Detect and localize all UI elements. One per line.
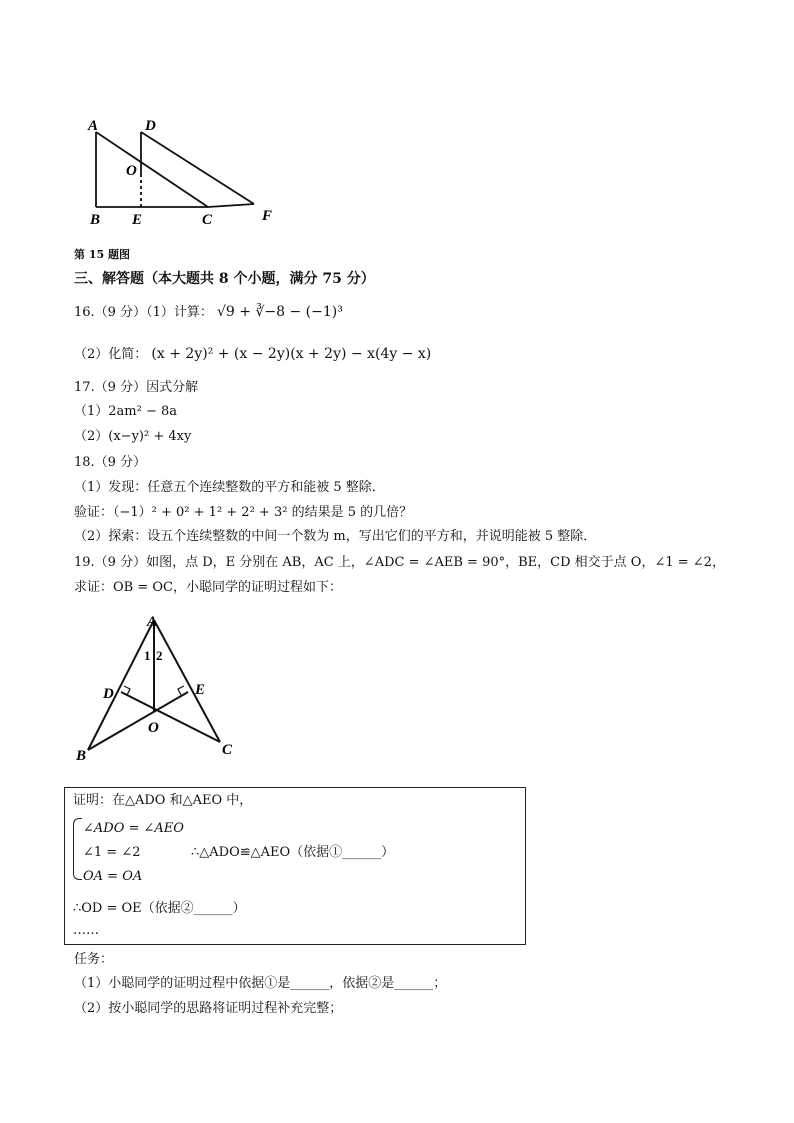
label-B: B [76,748,87,764]
q16-line2-expr: (x + 2y)² + (x − 2y)(x + 2y) − x(4y − x) [151,346,432,362]
label-E: E [132,212,143,228]
figure-19 [70,612,250,764]
proof-cond2: ∠1 = ∠2 [83,845,141,860]
label-A: A [147,614,158,630]
proof-dots: …… [73,923,99,938]
q16-line2 [74,345,431,364]
figure-15 [82,112,282,232]
q18-line1: （1）发现：任意五个连续整数的平方和能被 5 整除． [74,480,385,495]
proof-head: 证明：在△ADO 和△AEO 中， [73,793,253,808]
label-F: F [262,208,273,224]
label-O: O [148,720,159,736]
label-D: D [103,686,114,702]
proof-conclusion1: ∴△ADO≌△AEO（依据①______） [191,845,395,860]
brace [73,818,82,880]
label-D: D [145,118,156,134]
proof-cond3: OA = OA [83,869,143,884]
task-title: 任务： [74,952,114,967]
label-1: 1 [144,648,151,663]
proof-conclusion2: ∴OD = OE（依据②______） [73,901,246,916]
q18-line2: 验证：（−1）² + 0² + 1² + 2² + 3² 的结果是 5 的几倍？ [74,505,413,520]
label-B: B [90,212,101,228]
label-2: 2 [156,648,163,663]
q17-part2: （2）(x−y)² + 4xy [74,429,192,444]
q19-line2: 求证：OB = OC，小聪同学的证明过程如下： [74,580,342,595]
proof-box [64,787,526,945]
label-A: A [88,118,99,134]
q16-line1-prefix: 16.（9 分）（1）计算： [74,305,213,320]
task-item2: （2）按小聪同学的思路将证明过程补充完整； [74,1001,343,1016]
q18-title: 18.（9 分） [74,455,147,470]
label-C: C [202,212,213,228]
q18-line3: （2）探索：设五个连续整数的中间一个数为 m，写出它们的平方和，并说明能被 5 整除． [74,529,597,544]
section-3-title: 三、解答题（本大题共 8 个小题，满分 75 分） [74,271,375,287]
label-E: E [195,682,206,698]
task-item1: （1）小聪同学的证明过程中依据①是______，依据②是______； [74,976,447,991]
label-C: C [222,742,233,758]
figure-15-caption: 第 15 题图 [74,248,130,261]
q16-line1-expr: √9 + ∛−8 − (−1)³ [217,304,343,320]
q17-title: 17.（9 分）因式分解 [74,380,199,395]
q16-line1 [74,303,343,322]
q17-part1: （1）2am² − 8a [74,404,178,419]
label-O: O [126,163,137,179]
q16-line2-prefix: （2）化简： [74,347,148,362]
proof-cond1: ∠ADO = ∠AEO [83,821,184,836]
q19-line1: 19.（9 分）如图，点 D，E 分别在 AB，AC 上，∠ADC = ∠AEB = 90°，BE，CD 相交于点 O，∠1 = ∠2， [74,555,725,570]
